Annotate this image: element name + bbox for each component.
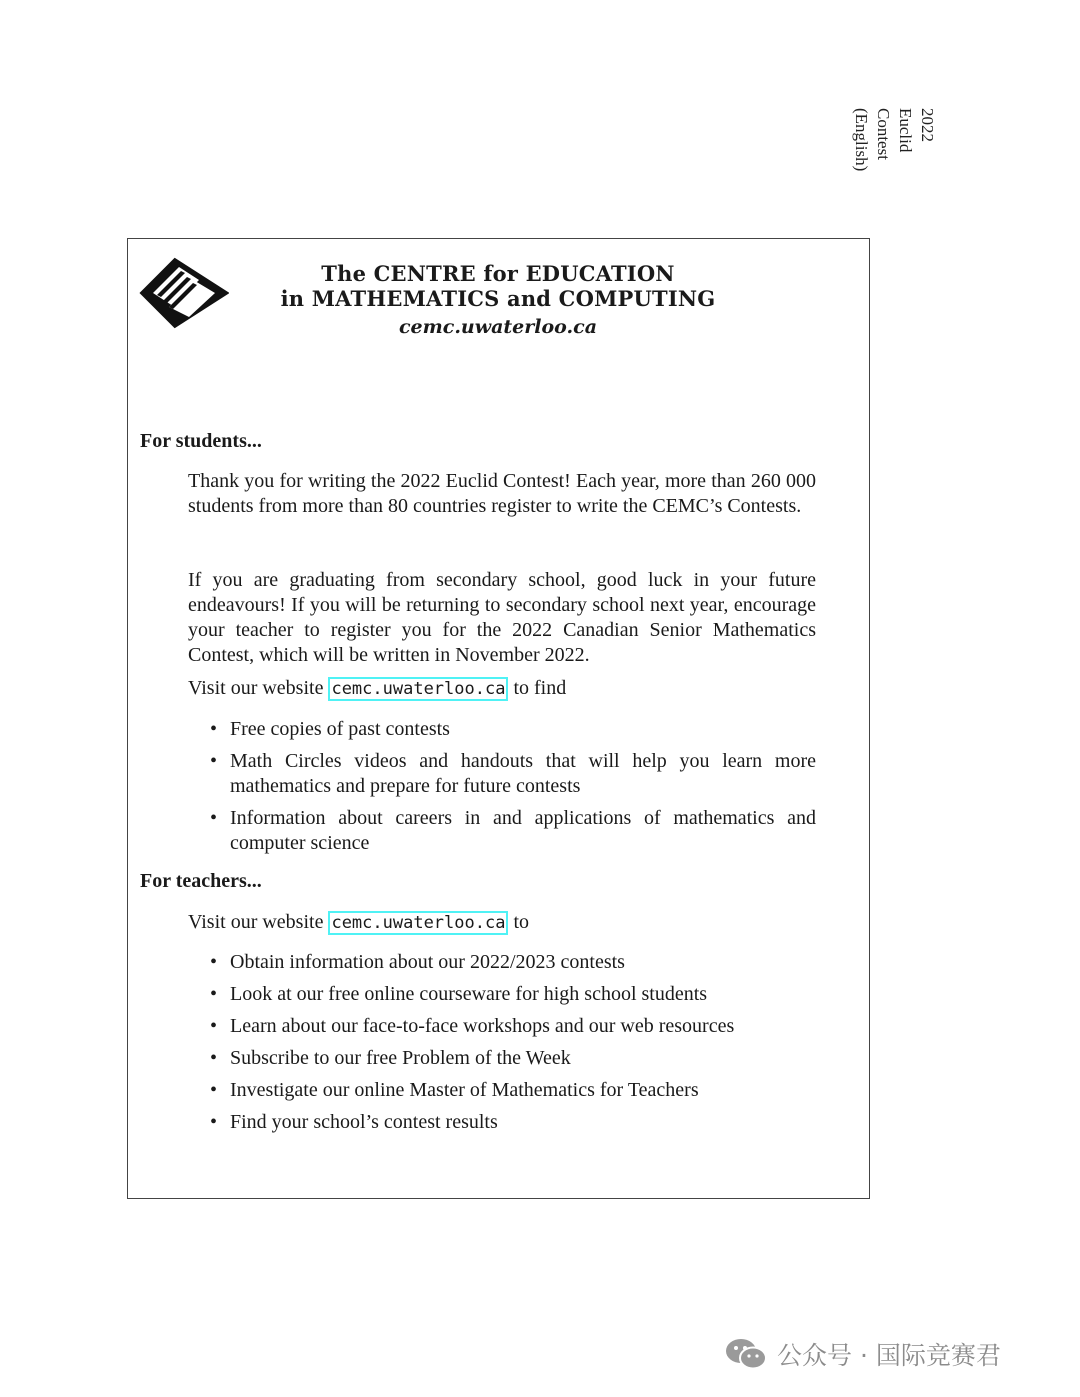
header-url: cemc.uwaterloo.ca [398,316,598,338]
list-item: • Math Circles videos and handouts that will help you learn more mathematics and prepare for future contests [208,749,816,799]
list-item: • Look at our free online courseware for high school students [208,982,816,1007]
list-item: • Investigate our online Master of Mathematics for Teachers [208,1078,816,1103]
header-line-2: in MATHEMATICS and COMPUTING [280,286,716,311]
students-paragraph-1: Thank you for writing the 2022 Euclid Contest! Each year, more than 260 000 students from more than 80 countries register to write the CEMC’s Contests. [188,470,816,517]
side-label-contest: Contest [874,108,893,160]
side-label-year: 2022 [918,108,937,142]
list-item: • Learn about our face-to-face workshops and our web resources [208,1014,816,1039]
cemc-logo [139,255,229,335]
list-item: • Free copies of past contests [208,717,816,742]
wechat-watermark [725,1334,1055,1374]
teachers-visit-prefix: Visit our website [188,911,324,933]
teachers-website-link[interactable]: cemc.uwaterloo.ca [328,911,508,935]
teachers-visit-suffix: to [513,911,530,933]
wechat-icon [725,1337,767,1371]
students-visit-line [188,676,816,702]
teachers-resource-list [208,950,816,1135]
page-frame [127,238,870,1199]
list-item: • Find your school’s contest results [208,1110,816,1135]
list-item: • Subscribe to our free Problem of the Week [208,1046,816,1071]
header-line-1: The CENTRE for EDUCATION [321,261,675,286]
students-visit-suffix: to find [513,677,567,699]
side-label-contest-name: Euclid [896,108,915,153]
teachers-heading: For teachers... [140,870,262,892]
side-label [848,108,938,188]
students-website-link[interactable]: cemc.uwaterloo.ca [328,677,508,701]
list-item: • Information about careers in and applications of mathematics and computer science [208,806,816,856]
watermark-text: 公众号 · 国际竞赛君 [777,1341,1001,1370]
institution-header [248,261,748,338]
students-visit-prefix: Visit our website [188,677,324,699]
teachers-visit-line [188,910,816,936]
students-heading: For students... [140,430,262,452]
side-label-language: (English) [852,108,871,172]
list-item: • Obtain information about our 2022/2023 contests [208,950,816,975]
students-resource-list [208,717,816,856]
students-paragraph-2: If you are graduating from secondary school, good luck in your future endeavours! If you will be returning to secondary school next year, encourage your teacher to register you for the 2022 Canadian Senior Mathematics Contest, which will be written in November 2022. [188,569,816,666]
